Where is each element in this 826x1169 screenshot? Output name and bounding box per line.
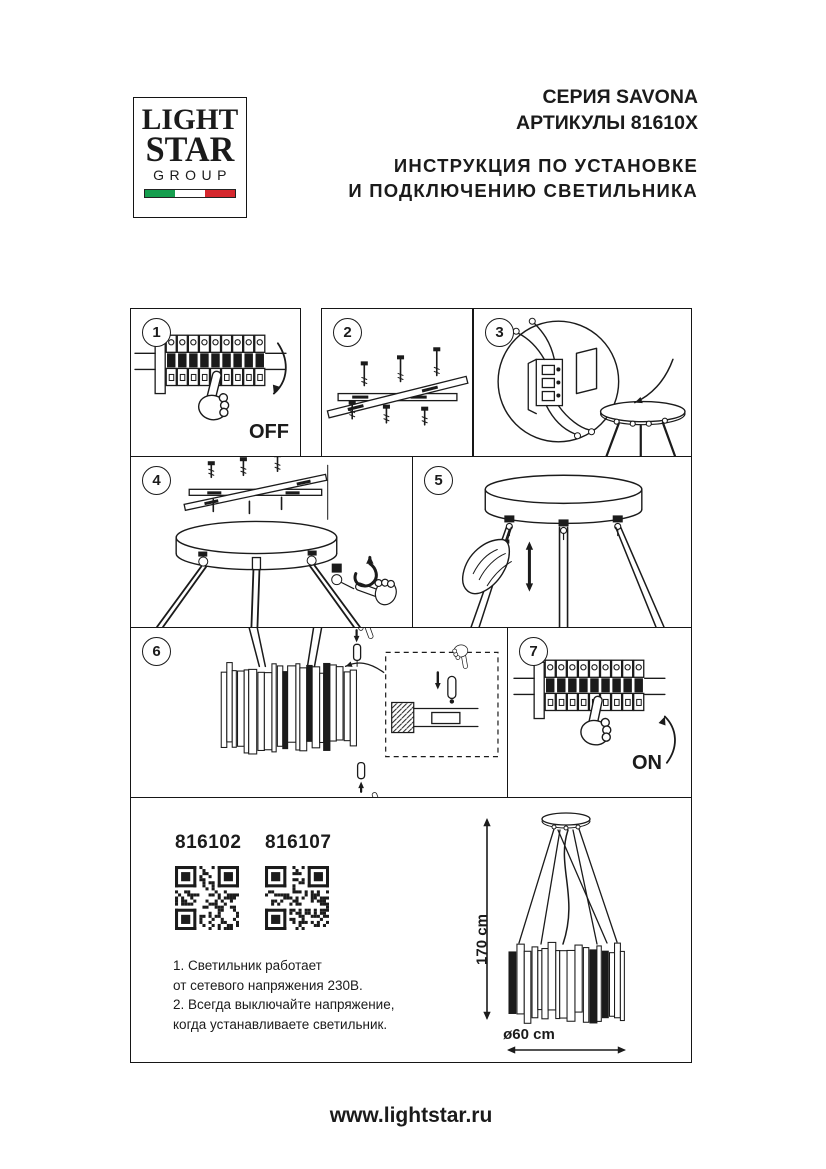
lamp-insertion-illustration — [131, 628, 507, 797]
dimension-drawing — [421, 806, 681, 1056]
step-number-badge: 5 — [424, 466, 453, 495]
step-panel-7 — [507, 627, 692, 798]
step-panel-3 — [473, 308, 692, 457]
safety-notes — [173, 956, 394, 1034]
article-code-816107: 816107 — [265, 832, 332, 853]
step-panel-2 — [321, 308, 473, 457]
cable-adjustment-illustration — [413, 457, 691, 627]
step-number-badge: 4 — [142, 466, 171, 495]
step-number-badge: 1 — [142, 318, 171, 347]
logo-line-group: GROUP — [153, 167, 232, 183]
qr-code-816107 — [265, 866, 329, 930]
note-line: от сетевого напряжения 230В. — [173, 977, 363, 993]
on-label: ON — [632, 752, 662, 774]
instruction-title-line2: И ПОДКЛЮЧЕНИЮ СВЕТИЛЬНИКА — [348, 180, 698, 201]
canopy-mounting-illustration — [131, 457, 412, 627]
website-url: www.lightstar.ru — [329, 1104, 493, 1127]
lightstar-logo — [133, 97, 247, 218]
italian-flag-icon — [144, 189, 236, 198]
diameter-dimension-label: ø60 cm — [503, 1026, 555, 1043]
note-line: 2. Всегда выключайте напряжение, — [173, 997, 395, 1012]
step-number-badge: 7 — [519, 637, 548, 666]
height-dimension-label: 170 cm — [473, 914, 491, 965]
off-label: OFF — [249, 421, 289, 443]
series-label: СЕРИЯ SAVONA — [542, 86, 698, 108]
note-line: 1. Светильник работает — [173, 958, 322, 973]
step-panel-5 — [412, 456, 692, 628]
product-info-panel — [130, 797, 692, 1063]
step-panel-4 — [130, 456, 413, 628]
step-number-badge: 2 — [333, 318, 362, 347]
qr-code-816102 — [175, 866, 239, 930]
logo-line-star: STAR — [145, 129, 235, 169]
instruction-title-line1: ИНСТРУКЦИЯ ПО УСТАНОВКЕ — [393, 155, 698, 176]
logo-line-light: LIGHT — [141, 103, 239, 136]
step-number-badge: 3 — [485, 318, 514, 347]
articles-label: АРТИКУЛЫ 81610X — [516, 112, 698, 134]
step-number-badge: 6 — [142, 637, 171, 666]
document-header — [348, 84, 698, 203]
step-panel-1 — [130, 308, 301, 457]
article-code-816102: 816102 — [175, 832, 242, 853]
note-line: когда устанавливаете светильник. — [173, 1016, 388, 1032]
step-panel-6 — [130, 627, 508, 798]
